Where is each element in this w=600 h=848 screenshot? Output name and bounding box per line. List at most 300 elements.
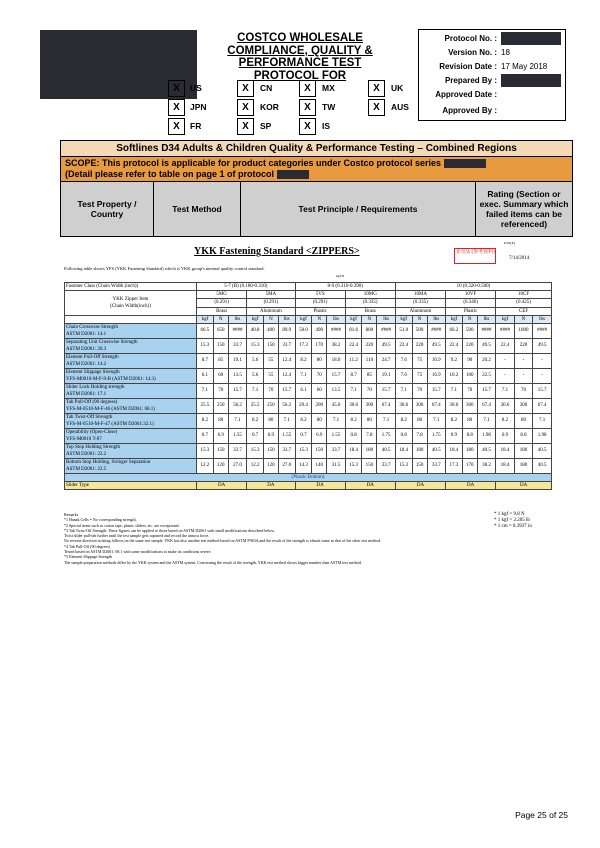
revision-label: Revision Date : — [439, 62, 497, 71]
ykk-value-cell: 15.3 — [295, 443, 312, 458]
ykk-item-material: Aluminum — [395, 307, 445, 315]
protocol-no-label: Protocol No. : — [444, 34, 497, 43]
ykk-value-cell: 7.1 — [295, 368, 312, 383]
country-checkbox[interactable]: X — [299, 99, 316, 116]
country-label: TW — [322, 102, 336, 112]
ykk-value-cell: 6.1 — [197, 368, 214, 383]
ykk-intro: Following table shows YFS (YKK Fastening Standard) which is YKK group's internal quality control standard. — [64, 266, 265, 271]
ykk-value-cell: 800 — [362, 323, 377, 338]
ykk-item-name: 10CF — [496, 291, 552, 299]
ykk-value-cell: 33.7 — [427, 458, 446, 473]
ykk-value-cell: 180 — [412, 443, 427, 458]
approved-by-label: Approved By : — [442, 106, 497, 115]
ykk-unit-cell: N — [312, 315, 327, 323]
ykk-row-label — [65, 458, 197, 473]
ykk-row-label — [65, 443, 197, 458]
ykk-remark-line: Remarks — [64, 512, 79, 517]
ykk-value-cell: 6.9 — [312, 428, 327, 443]
ykk-row-sub: YFS-M0010 T-07 — [66, 436, 102, 442]
scope-line-2: (Detail please refer to table on page 1 of protocol — [65, 168, 275, 179]
ykk-value-cell: 100 — [462, 368, 477, 383]
ykk-value-cell: 15.7 — [327, 368, 346, 383]
ykk-value-cell: 25.5 — [197, 398, 214, 413]
ykk-value-cell: 40.5 — [427, 443, 446, 458]
ykk-unit-cell: kgf — [197, 315, 214, 323]
ykk-value-cell: 7.1 — [477, 413, 496, 428]
page-number: Page 25 of 25 — [515, 810, 568, 820]
ykk-data-row — [65, 458, 552, 473]
ykk-value-cell: 590 — [462, 323, 477, 338]
ykk-row-sub: ASTM D2061: 22.5 — [66, 466, 107, 472]
ykk-value-cell: 8.7 — [197, 353, 214, 368]
ykk-unit-cell: N — [514, 315, 533, 323]
ykk-value-cell: 60 — [213, 368, 228, 383]
col-test-principle: Test Principle / Requirements — [241, 182, 476, 236]
ykk-value-cell: 7.6 — [395, 353, 412, 368]
ykk-value-cell: 6.1 — [295, 383, 312, 398]
ykk-value-cell: 15.7 — [427, 383, 446, 398]
ykk-value-cell: 75 — [412, 368, 427, 383]
ykk-unit-cell: lbs — [377, 315, 396, 323]
ykk-ref: P/05(E) — [504, 241, 515, 245]
ykk-value-cell: 13.5 — [228, 368, 247, 383]
ykk-value-cell: 1000 — [514, 323, 533, 338]
prepared-label: Prepared By : — [444, 76, 497, 85]
ykk-value-cell: 5.6 — [247, 368, 264, 383]
ykk-row-label — [65, 428, 197, 443]
ykk-value-cell: 8.2 — [295, 353, 312, 368]
ykk-plastic-row — [65, 473, 552, 481]
ykk-value-cell: 22.4 — [496, 338, 515, 353]
ykk-value-cell: 55 — [263, 368, 278, 383]
ykk-value-cell: 15.3 — [197, 338, 214, 353]
ykk-value-cell: 150 — [213, 338, 228, 353]
ykk-value-cell: 17.3 — [446, 458, 463, 473]
approved-by-row — [419, 103, 565, 118]
ykk-value-cell: 8.2 — [295, 413, 312, 428]
ykk-row-label — [65, 413, 197, 428]
ykk-remark-line: Twist slider pull-tab further until the test sample gets ruptured and record the utmost force. — [64, 533, 210, 539]
protocol-info-box — [418, 29, 566, 121]
ykk-value-cell: 89.9 — [278, 323, 295, 338]
ykk-value-cell: 150 — [263, 338, 278, 353]
ykk-value-cell: 650 — [213, 323, 228, 338]
ykk-row-sub: ASTM D2061: 14.2 — [66, 361, 107, 367]
ykk-value-cell: 300 — [514, 398, 533, 413]
ykk-value-cell: 20.2 — [477, 353, 496, 368]
ykk-value-cell: 67.4 — [427, 398, 446, 413]
col-rating: Rating (Section or exec. Summary which failed items can be referenced) — [479, 189, 569, 229]
country-checkbox[interactable]: X — [368, 80, 385, 97]
country-checkbox[interactable]: X — [237, 99, 254, 116]
ykk-value-cell: 180 — [514, 458, 533, 473]
scope-text — [61, 157, 572, 182]
ykk-remark-line: *4 Tab Pull-Off (90 degrees) — [64, 543, 111, 549]
ykk-value-cell: 0.9 — [496, 428, 515, 443]
ykk-value-cell: 25.5 — [247, 398, 264, 413]
ykk-row-title: Tab Twist-Off Strength — [66, 414, 113, 420]
ykk-unit-cell: N — [462, 315, 477, 323]
ykk-value-cell: 400 — [263, 323, 278, 338]
ykk-value-cell: 15.7 — [377, 383, 396, 398]
ykk-value-cell: 40.5 — [533, 458, 552, 473]
ykk-value-cell: 33.7 — [228, 338, 247, 353]
ykk-slider-cell: DA — [446, 482, 496, 490]
ykk-unit-cell: lbs — [533, 315, 552, 323]
ykk-value-cell: 18.4 — [446, 443, 463, 458]
ykk-value-cell: 490 — [312, 323, 327, 338]
ykk-units-blank — [65, 315, 197, 323]
country-label: UK — [391, 83, 404, 93]
ykk-value-cell: 20.4 — [295, 398, 312, 413]
ykk-remarks — [64, 512, 552, 565]
ykk-value-cell: 7.1 — [345, 383, 362, 398]
redacted-preparer — [501, 74, 561, 87]
ykk-value-cell: 14.3 — [295, 458, 312, 473]
ykk-conversion-line: * 1 cm = 0.3937 in — [494, 524, 532, 529]
ykk-value-cell: 70 — [412, 383, 427, 398]
ykk-value-cell: 1.98 — [477, 428, 496, 443]
ykk-value-cell: 49.5 — [427, 338, 446, 353]
ykk-unit-note: kgf/N — [336, 274, 345, 278]
ykk-item-width: (0.291) — [197, 299, 247, 307]
ykk-value-cell: 56.2 — [278, 398, 295, 413]
ykk-value-cell: 12.4 — [278, 368, 295, 383]
ykk-value-cell: 27.0 — [228, 458, 247, 473]
ykk-value-cell: 1.98 — [533, 428, 552, 443]
ykk-unit-cell: N — [362, 315, 377, 323]
ykk-row-sub: ASTM D2061: 22.2 — [66, 451, 107, 457]
ykk-row-label — [65, 383, 197, 398]
ykk-item-material: Plastic — [446, 307, 496, 315]
ykk-value-cell: 18.4 — [496, 458, 515, 473]
country-label: FR — [190, 121, 202, 131]
ykk-value-cell: 19.1 — [228, 353, 247, 368]
ykk-value-cell: #### — [427, 323, 446, 338]
ykk-item-material: Brass — [197, 307, 247, 315]
ykk-remark-line: Tested based on ASTM D2061: 68.1 with some modifications to make its conditions severe. — [64, 549, 212, 555]
ykk-value-cell: 300 — [462, 398, 477, 413]
ykk-value-cell: 300 — [412, 398, 427, 413]
ykk-item-name: 5MG — [197, 291, 247, 299]
ykk-value-cell: 22.4 — [395, 338, 412, 353]
country-checkbox[interactable]: X — [299, 80, 316, 97]
ykk-value-cell: 60.2 — [446, 323, 463, 338]
ykk-value-cell: 15.7 — [533, 383, 552, 398]
ykk-data-row — [65, 428, 552, 443]
ykk-value-cell: 40.5 — [377, 443, 396, 458]
ykk-value-cell: 80 — [312, 413, 327, 428]
ykk-unit-cell: N — [263, 315, 278, 323]
col-test-property: Test Property / Country — [61, 182, 154, 236]
ykk-value-cell: 16.9 — [427, 368, 446, 383]
ykk-value-cell: 12.2 — [247, 458, 264, 473]
ykk-value-cell: - — [514, 353, 533, 368]
ykk-slider-cell: DA — [496, 482, 552, 490]
ykk-value-cell: 1.75 — [427, 428, 446, 443]
ykk-row-title: Top Stop Holding Strength — [66, 444, 120, 450]
ykk-stamp: 非売品 (参考資料) — [454, 248, 496, 264]
country-checkbox[interactable]: X — [237, 118, 254, 135]
country-label: US — [190, 83, 202, 93]
ykk-item-width: (0.291) — [247, 299, 295, 307]
ykk-row-title: Bottom Stop Holding, Stringer Separation — [66, 459, 151, 465]
ykk-value-cell: 67.4 — [377, 398, 396, 413]
ykk-value-cell: - — [533, 368, 552, 383]
ykk-value-cell: #### — [228, 323, 247, 338]
ykk-value-cell: 1.75 — [377, 428, 396, 443]
ykk-value-cell: 18.4 — [345, 443, 362, 458]
country-checkbox[interactable]: X — [237, 80, 254, 97]
ykk-value-cell: 1.55 — [228, 428, 247, 443]
ykk-value-cell: 0.8 — [395, 428, 412, 443]
ykk-value-cell: 7.8 — [412, 428, 427, 443]
ykk-value-cell: 15.3 — [345, 458, 362, 473]
ykk-value-cell: 150 — [263, 443, 278, 458]
ykk-value-cell: 80 — [312, 353, 327, 368]
ykk-item-width: (0.335) — [345, 299, 395, 307]
ykk-value-cell: 8.2 — [446, 413, 463, 428]
ykk-value-cell: 15.7 — [278, 383, 295, 398]
ykk-row-label — [65, 368, 197, 383]
ykk-value-cell: 10.2 — [446, 368, 463, 383]
ykk-value-cell: 51.0 — [395, 323, 412, 338]
ykk-value-cell: 1.55 — [278, 428, 295, 443]
version-row — [419, 45, 565, 60]
ykk-value-cell: 15.3 — [247, 338, 264, 353]
ykk-standard-figure — [64, 242, 552, 572]
ykk-value-cell: 8.2 — [496, 413, 515, 428]
ykk-value-cell: 80 — [263, 413, 278, 428]
ykk-value-cell: 8.2 — [197, 413, 214, 428]
ykk-value-cell: 85 — [362, 368, 377, 383]
ykk-slider-cell: DA — [197, 482, 247, 490]
ykk-value-cell: 7.1 — [496, 383, 515, 398]
ykk-row-title: Element Pull-Off Strength — [66, 354, 119, 360]
ykk-value-cell: 220 — [362, 338, 377, 353]
ykk-unit-cell: kgf — [496, 315, 515, 323]
ykk-value-cell: 80 — [514, 413, 533, 428]
ykk-data-row — [65, 413, 552, 428]
ykk-value-cell: 250 — [263, 398, 278, 413]
country-checkbox[interactable]: X — [168, 118, 185, 135]
ykk-value-cell: 150 — [412, 458, 427, 473]
ykk-unit-cell: kgf — [345, 315, 362, 323]
ykk-value-cell: 13.5 — [327, 383, 346, 398]
country-label: IS — [322, 121, 331, 131]
ykk-value-cell: 15.3 — [395, 458, 412, 473]
redacted-series — [444, 159, 486, 168]
ykk-data-row — [65, 323, 552, 338]
ykk-value-cell: 18.4 — [395, 443, 412, 458]
prepared-row — [419, 73, 565, 88]
ykk-value-cell: #### — [533, 323, 552, 338]
ykk-value-cell: 180 — [514, 443, 533, 458]
ykk-value-cell: 300 — [362, 398, 377, 413]
ykk-item-material: Aluminum — [247, 307, 295, 315]
ykk-value-cell: 33.7 — [377, 458, 396, 473]
ykk-slider-cell: DA — [345, 482, 395, 490]
country-label: MX — [322, 83, 335, 93]
ykk-value-cell: 220 — [514, 338, 533, 353]
scope-line-1: SCOPE: This protocol is applicable for product categories under Costco protocol series — [65, 158, 442, 168]
ykk-value-cell: 500 — [412, 323, 427, 338]
revision-value: 17 May 2018 — [501, 62, 548, 71]
version-value: 18 — [501, 48, 510, 57]
ykk-value-cell: 49.5 — [377, 338, 396, 353]
ykk-value-cell: 8.2 — [247, 413, 264, 428]
ykk-data-row — [65, 443, 552, 458]
ykk-value-cell: 1.55 — [327, 428, 346, 443]
ykk-slider-label: Slider Type — [65, 482, 197, 490]
ykk-value-cell: 49.5 — [533, 338, 552, 353]
ykk-slider-row — [65, 482, 552, 490]
ykk-data-row — [65, 338, 552, 353]
ykk-value-cell: 8.8 — [514, 428, 533, 443]
ykk-class-cell: 10 (0.320-0.500) — [395, 283, 551, 291]
ykk-value-cell: 33.7 — [278, 443, 295, 458]
ykk-value-cell: 17.3 — [295, 338, 312, 353]
country-checkbox[interactable]: X — [368, 99, 385, 116]
ykk-conversions — [494, 512, 532, 530]
ykk-value-cell: 200 — [312, 398, 327, 413]
ykk-slider-cell: DA — [395, 482, 445, 490]
ykk-value-cell: 81.6 — [345, 323, 362, 338]
ykk-value-cell: 7.1 — [533, 413, 552, 428]
country-label: SP — [260, 121, 272, 131]
ykk-conversion-line: * 1 kgf = 2.205 lb — [494, 518, 530, 523]
ykk-value-cell: 40.8 — [247, 323, 264, 338]
ykk-value-cell: 150 — [213, 443, 228, 458]
ykk-row-label — [65, 338, 197, 353]
ykk-item-name: 10MG — [345, 291, 395, 299]
ykk-value-cell: 90 — [462, 353, 477, 368]
col-test-method: Test Method — [154, 182, 241, 236]
redacted-protocol-no — [501, 32, 561, 45]
country-label: AUS — [391, 102, 409, 112]
ykk-item-name: 5MA — [247, 291, 295, 299]
ykk-value-cell: 6.9 — [263, 428, 278, 443]
ykk-value-cell: 170 — [312, 338, 327, 353]
ykk-value-cell: 15.3 — [247, 443, 264, 458]
ykk-row-sub: ASTM D2061: 20.3 — [66, 346, 107, 352]
country-label: KOR — [260, 102, 279, 112]
ykk-value-cell: 7.1 — [327, 413, 346, 428]
ykk-value-cell: 67.4 — [477, 398, 496, 413]
ykk-value-cell: 16.9 — [427, 353, 446, 368]
ykk-value-cell: 9.2 — [446, 353, 463, 368]
ykk-value-cell: 180 — [462, 443, 477, 458]
ykk-value-cell: 30.6 — [345, 398, 362, 413]
ykk-class-label: Fastener Class (Chain Width (inch)) — [65, 283, 197, 291]
ykk-value-cell: 8.8 — [462, 428, 477, 443]
ykk-item-width: (0.291) — [295, 299, 345, 307]
ykk-row-sub: YFS-M-0510-M-F-47 (ASTM D2061:32.1) — [66, 421, 154, 427]
ykk-value-cell: 22.4 — [446, 338, 463, 353]
ykk-unit-cell: N — [412, 315, 427, 323]
ykk-value-cell: 6.9 — [213, 428, 228, 443]
ykk-value-cell: 12.4 — [278, 353, 295, 368]
ykk-item-row — [65, 291, 552, 299]
ykk-value-cell: 8.7 — [345, 368, 362, 383]
ykk-class-cell: 8-9 (0.310-0.390) — [295, 283, 395, 291]
ykk-value-cell: 30.6 — [395, 398, 412, 413]
ykk-remark-line: The sample preparation methods differ by the YKK system and the ASTM system. Concerning the result of the strength, YKK test method shows bigger number than ASTM test method. — [64, 559, 362, 565]
ykk-row-title: Slider Lock Holding strength — [66, 384, 125, 390]
ykk-unit-cell: lbs — [477, 315, 496, 323]
approved-date-row — [419, 87, 565, 102]
country-checkbox[interactable]: X — [168, 80, 185, 97]
ykk-value-cell: 120 — [263, 458, 278, 473]
ykk-value-cell: 80 — [362, 413, 377, 428]
ykk-unit-cell: N — [213, 315, 228, 323]
ykk-value-cell: 250 — [213, 398, 228, 413]
protocol-no-row — [419, 31, 565, 46]
ykk-item-name: 10VF — [446, 291, 496, 299]
ykk-value-cell: 18.4 — [496, 443, 515, 458]
ykk-value-cell: 7.1 — [427, 413, 446, 428]
ykk-value-cell: - — [514, 368, 533, 383]
ykk-value-cell: 7.8 — [362, 428, 377, 443]
ykk-unit-cell: kgf — [446, 315, 463, 323]
ykk-unit-cell: kgf — [247, 315, 264, 323]
column-header-row — [61, 182, 572, 236]
ykk-value-cell: 15.7 — [228, 383, 247, 398]
ykk-value-cell: 22.5 — [477, 368, 496, 383]
ykk-value-cell: - — [496, 368, 515, 383]
ykk-value-cell: #### — [377, 323, 396, 338]
ykk-slider-cell: DA — [295, 482, 345, 490]
country-label: CN — [260, 83, 273, 93]
ykk-value-cell: #### — [327, 323, 346, 338]
ykk-remark-line: No reverse direction twisting follows on the same test sample. YKK has also another test method based on ASTM F963A,and the result of the strength is almost same as that of the other test method. — [64, 538, 382, 544]
ykk-unit-cell: lbs — [228, 315, 247, 323]
ykk-table — [64, 282, 552, 490]
country-checkbox[interactable]: X — [299, 118, 316, 135]
ykk-value-cell: 80 — [213, 413, 228, 428]
country-checkbox[interactable]: X — [168, 99, 185, 116]
country-label: JPN — [190, 102, 207, 112]
ykk-value-cell: 0.8 — [345, 428, 362, 443]
ykk-value-cell: 22.4 — [345, 338, 362, 353]
ykk-value-cell: 38.2 — [477, 458, 496, 473]
ykk-value-cell: 38.2 — [327, 338, 346, 353]
ykk-row-title: Separating Unit Crosswise Strength — [66, 339, 138, 345]
ykk-item-material: Plastic — [295, 307, 345, 315]
ykk-unit-cell: lbs — [427, 315, 446, 323]
ykk-value-cell: 85 — [213, 353, 228, 368]
ykk-item-name: 10MA — [395, 291, 445, 299]
ykk-item-material: Brass — [345, 307, 395, 315]
ykk-row-label — [65, 323, 197, 338]
ykk-value-cell: 33.7 — [327, 443, 346, 458]
section-title: Softlines D34 Adults & Children Quality & Performance Testing – Combined Regions — [61, 141, 572, 157]
ykk-value-cell: 30.6 — [446, 398, 463, 413]
protocol-title: COSTCO WHOLESALE COMPLIANCE, QUALITY & PERFORMANCE TEST PROTOCOL FOR — [227, 32, 373, 82]
ykk-row-title: Chain Crosswise Strength — [66, 324, 118, 330]
ykk-value-cell: 220 — [412, 338, 427, 353]
ykk-class-row — [65, 283, 552, 291]
ykk-value-cell: 75 — [412, 353, 427, 368]
ykk-value-cell: #### — [496, 323, 515, 338]
ykk-value-cell: - — [533, 353, 552, 368]
ykk-value-cell: 67.4 — [533, 398, 552, 413]
ykk-value-cell: 120 — [213, 458, 228, 473]
ykk-value-cell: 7.6 — [395, 368, 412, 383]
ykk-value-cell: 27.0 — [278, 458, 295, 473]
ykk-value-cell: 0.7 — [247, 428, 264, 443]
ykk-row-label — [65, 398, 197, 413]
